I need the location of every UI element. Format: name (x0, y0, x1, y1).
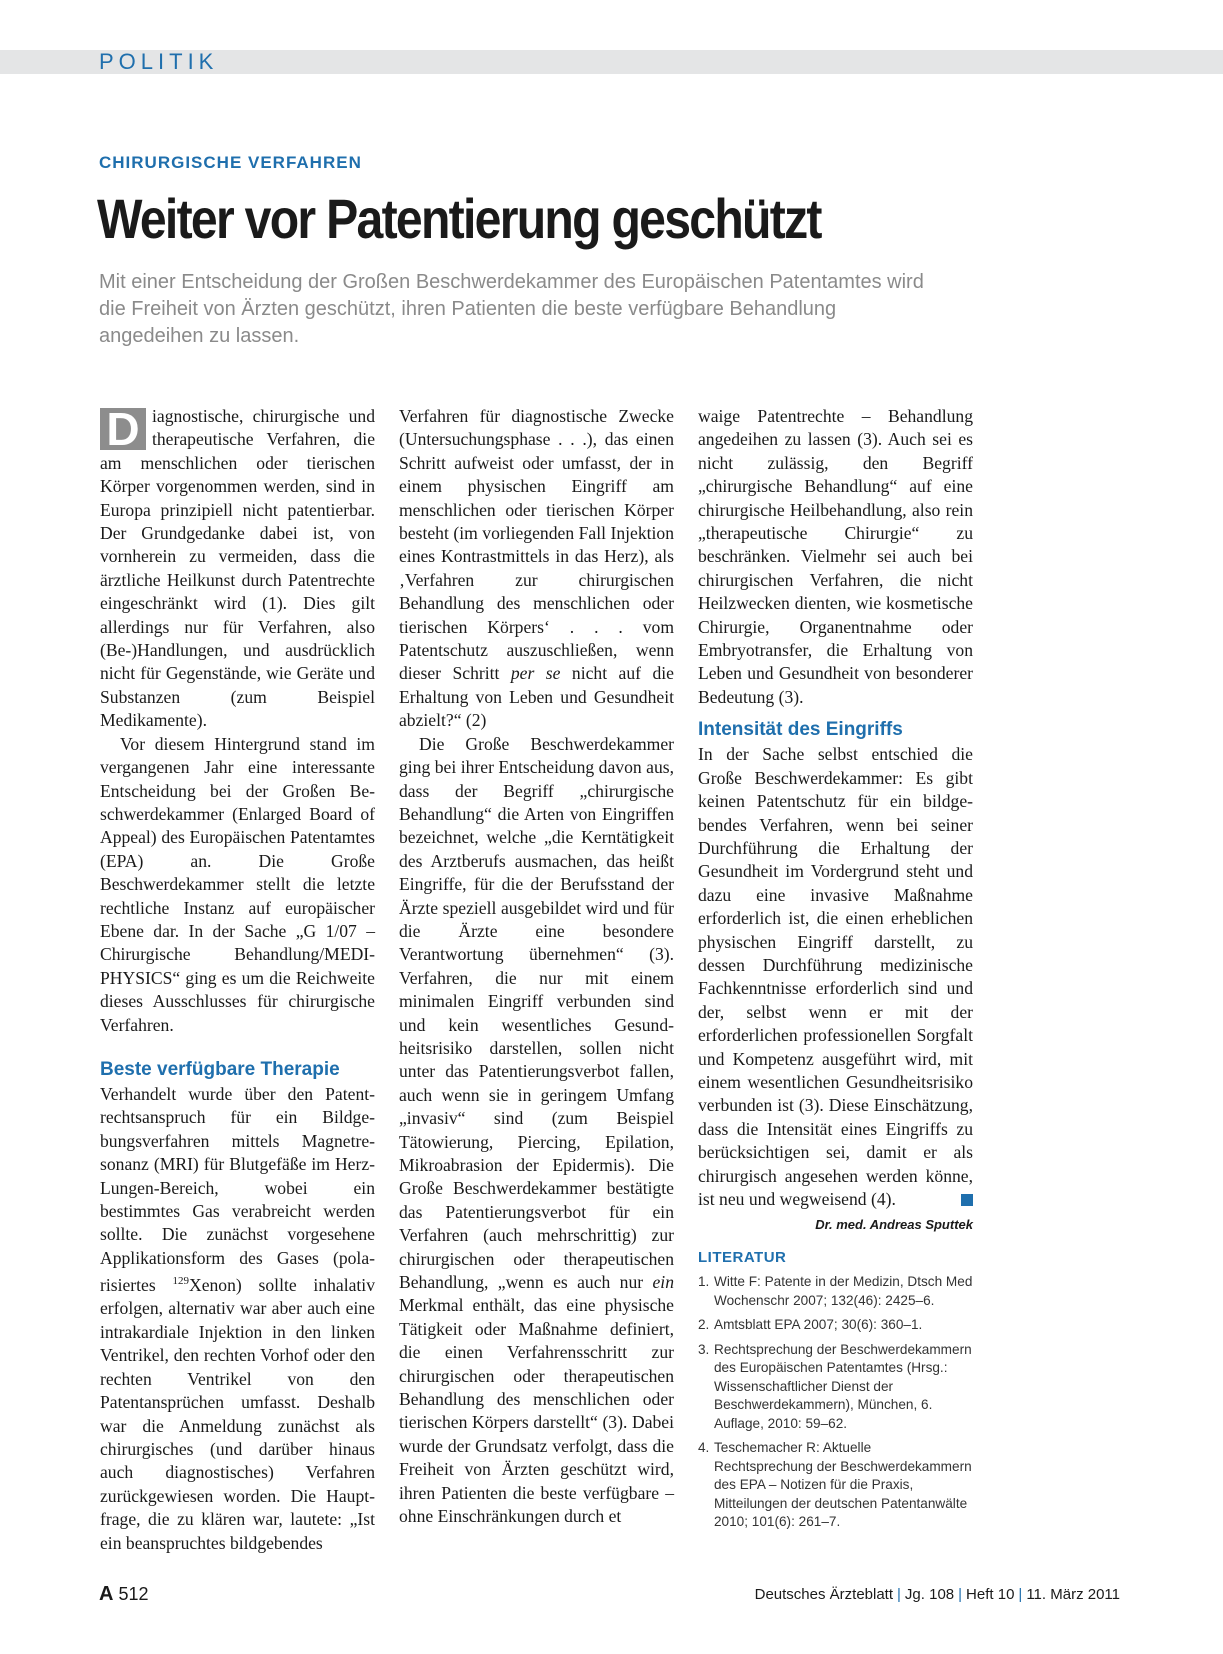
paragraph (399, 733, 674, 1529)
paragraph-text: iagnostische, chirurgische und therapeutische Verfahren, die am menschlichen oder tierischen Körper vorgenommen werden, sind in Europa prinzipiell nicht patentierbar. Der Grundgedanke dabei ist, von vornherein zu vermeiden, dass die ärztliche Heilkunst durch Patentrechte eingeschränkt wird (1). Dies gilt allerdings nur für Verfahren, also (Be-)Handlungen, und ausdrücklich nicht für Gegenstände, wie Geräte und Substanzen (zum Beispiel Medikamente). (100, 406, 375, 731)
paragraph-text: Verhandelt wurde über den Patentrechtsanspruch für ein Bildgebungsverfahren mittels Magnetresonanz (MRI) für Blutgefäße im Herz-Lungen-Bereich, wobei ein bestimmtes Gas verabreicht werden sollte. Die zunächst vorgesehene Applikationsform des Gases (polarisiertes (100, 1083, 375, 1296)
article-lead: Mit einer Entscheidung der Großen Beschwerdekammer des Europäischen Patentamtes wird die Freiheit von Ärzten geschützt, ihren Patienten die beste verfügbare Behandlung angedeihen zu lassen. (99, 271, 924, 347)
literature-number: 1. (698, 1274, 710, 1290)
literature-text: Rechtsprechung der Beschwerdekammern des Europäischen Patentamtes (Hrsg.: Wissenschaftlicher Dienst der Beschwerdekammern), München, 6. Auflage, 2010: 59–62. (714, 1341, 972, 1431)
literature-item (698, 1341, 973, 1434)
journal-issue: Heft 10 (966, 1586, 1015, 1603)
paragraph: waige Patentrechte – Behandlung angedeihen zu lassen (3). Auch sei es nicht zulässig, den Begriff „chirurgische Behandlung“ auf eine chirurgische Heilbehandlung, also rein „therapeutische Chirurgie“ zu beschränken. Vielmehr sei auch bei chirurgischen Verfahren, die nicht Heilzwecken dienten, wie kosmetische Chirurgie, Organentnahme oder Embryotransfer, die Erhaltung von Leben und Gesundheit von besonderer Bedeutung (3). (698, 406, 973, 707)
paragraph-text: nicht auf die Erhaltung von Leben und Gesundheit abzielt?“ (2) (399, 663, 674, 731)
literature-item (698, 1273, 973, 1310)
article-kicker: CHIRURGISCHE VERFAHREN (99, 153, 362, 172)
separator: | (897, 1586, 901, 1603)
journal-volume: Jg. 108 (904, 1586, 955, 1603)
literature-item (698, 1439, 973, 1532)
literature-list (698, 1273, 973, 1532)
article-title: Weiter vor Patentierung geschützt (97, 187, 821, 250)
journal-info (755, 1584, 1120, 1606)
paragraph (100, 405, 375, 733)
paragraph-text: In der Sache selbst entschied die Große Beschwerdekammer: Es gibt keinen Patentschutz für ein bildgebendes Verfahren, wenn bei seiner Durchführung die Erhaltung der Gesundheit im Vordergrund steht und dazu eine invasive Maßnahme erforderlich ist, die einen erheblichen physischen Eingriff darstellt, zu dessen Durchführung medizinische Fachkenntnisse erforderlich sind und der, selbst wenn er mit der erforderlichen professionellen Sorgfalt und Kompetenz ausgeführt wird, mit einem wesentlichen Gesundheitsrisiko verbunden ist (3). Diese Einschätzung, dass die Intensität eines Eingriffs zu berücksichtigen sei, damit er als chirurgisch angesehen werden könne, ist neu und wegweisend (4). (698, 744, 973, 1209)
literature-text: Amtsblatt EPA 2007; 30(6): 360–1. (714, 1317, 923, 1333)
drop-cap: D (100, 408, 146, 450)
paragraph: Vor diesem Hintergrund stand im vergangenen Jahr eine interessante Entscheidung bei der Großen Beschwerdekammer (Enlarged Board of Appeal) des Europäischen Patentamtes (EPA) an. Die Große Beschwerdekammer stellt die letzte rechtliche Instanz auf europäischer Ebene dar. In der Sache „G 1/07 – Chirurgische Behandlung/MEDIPHYSICS“ ging es um die Reichweite dieses Ausschlusses für chirurgische Verfahren. (100, 733, 375, 1035)
literature-number: 2. (698, 1317, 710, 1333)
literature-text: Teschemacher R: Aktuelle Rechtsprechung der Beschwerdekammern des EPA – Notizen für die Praxis, Mitteilungen der deutschen Patentanwälte 2010; 101(6): 261–7. (714, 1440, 972, 1530)
page-prefix: A (99, 1583, 114, 1605)
end-mark-icon (961, 1194, 973, 1206)
paragraph-text: Xenon) sollte inhalativ erfolgen, alternativ war aber auch eine intrakardiale Injektion in den linken Ventrikel, den rechten Vorhof oder den rechten Ventrikel von den Patentansprüchen umfasst. Deshalb war die Anmeldung zunächst als chirurgisches (und darüber hinaus auch diagnostisches) Verfahren zurückgewiesen worden. Die Hauptfrage, die zu klären war, lautete: „Ist ein beanspruchtes bildgebendes (100, 1275, 375, 1553)
subheading: Intensität des Eingriffs (698, 719, 903, 741)
paragraph-text: Die Große Beschwerdekammer ging bei ihrer Entscheidung davon aus, dass der Begriff „chirurgische Behandlung“ die Arten von Eingriffen bezeichnet, welche „die Kerntätigkeit des Arztberufs ausmachen, das heißt Eingriffe, für die der Berufsstand der Ärzte speziell ausgebildet wird und für die Ärzte eine besondere Verantwortung übernehmen“ (3). Verfahren, die nur mit einem minimalen Eingriff verbunden sind und kein wesentliches Gesundheitsrisiko darstellen, sollen nicht unter das Patentierungsverbot fallen, auch wenn sie in geringem Umfang „invasiv“ sind (zum Beispiel Tätowierung, Piercing, Epilation, Mikroabrasion der Epidermis). Die Große Beschwerdekammer bestätigte das Patentierungsverbot für ein Verfahren (auch mehrschrittig) zur chirurgischen oder therapeutischen Behandlung, „wenn es auch nur (399, 733, 674, 1293)
text-column-1 (100, 405, 375, 1555)
separator: | (1018, 1586, 1023, 1603)
paragraph (100, 1083, 375, 1555)
paragraph-text: Merkmal enthält, das eine physische Tätigkeit oder Maßnahme definiert, die einen Verfahrensschritt zur chirurgischen oder therapeutischen Behandlung des menschlichen oder tierischen Körpers darstellt“ (3). Dabei wurde der Grundsatz verfolgt, dass die Freiheit von Ärzten geschützt wird, ihren Patienten die beste verfügbare – ohne Einschränkungen durch et (399, 1295, 674, 1527)
paragraph (698, 743, 973, 1211)
literature-heading: LITERATUR (698, 1249, 787, 1267)
subheading: Beste verfügbare Therapie (100, 1058, 340, 1080)
paragraph-text: Verfahren für diagnostische Zwecke (Untersuchungsphase . . .), das einen Schritt aufweist oder umfasst, der in einem physischen Eingriff am menschlichen oder tierischen Körper besteht (im vorliegenden Fall Injektion eines Kontrastmittels in das Herz), als ‚Verfahren zur chirurgischen Behandlung des menschlichen oder tierischen Körpers‘ . . . vom Patentschutz auszuschließen, wenn dieser Schritt (399, 406, 674, 684)
literature-number: 3. (698, 1341, 710, 1357)
literature-number: 4. (698, 1440, 710, 1456)
paragraph (399, 405, 674, 733)
page-number (99, 1582, 149, 1606)
emphasis: ein (652, 1272, 674, 1293)
emphasis: per se (510, 663, 561, 684)
isotope-superscript: 129 (172, 1275, 189, 1288)
literature-item (698, 1316, 973, 1335)
section-label: POLITIK (99, 49, 219, 74)
literature-text: Witte F: Patente in der Medizin, Dtsch Med Wochenschr 2007; 132(46): 2425–6. (714, 1274, 973, 1308)
journal-name: Deutsches Ärzteblatt (754, 1586, 894, 1603)
page-number-value: 512 (118, 1584, 149, 1604)
journal-date: 11. März 2011 (1026, 1586, 1120, 1603)
text-column-2 (399, 405, 674, 1529)
separator: | (958, 1586, 963, 1603)
text-column-3 (698, 405, 973, 1538)
author-name: Dr. med. Andreas Sputtek (815, 1217, 973, 1233)
